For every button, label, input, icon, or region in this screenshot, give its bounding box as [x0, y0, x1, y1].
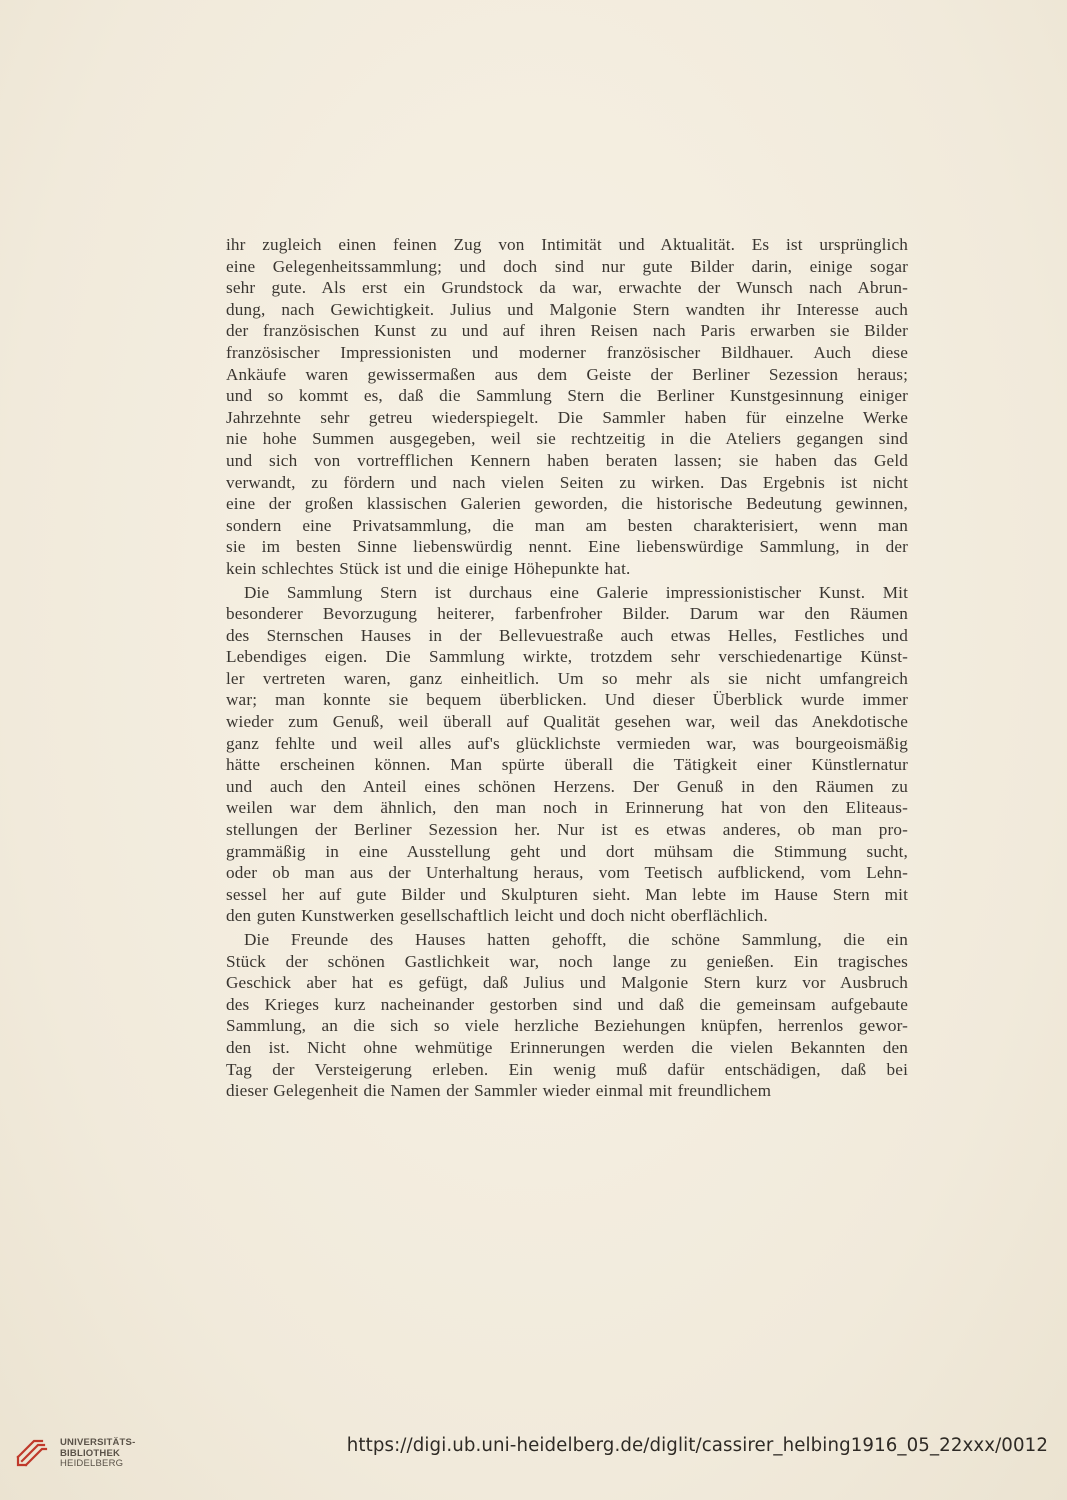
text-line: oder ob man aus der Unterhaltung heraus, vom Teetisch aufblickend, vom Lehn- [226, 863, 908, 883]
library-logo-text [60, 1438, 135, 1470]
text-line: Ankäufe waren gewissermaßen aus dem Geiste der Berliner Sezession heraus; [226, 364, 908, 384]
text-line: Tag der Versteigerung erleben. Ein wenig muß dafür entschädigen, daß bei [226, 1059, 908, 1079]
logo-line-2: BIBLIOTHEK [60, 1447, 121, 1459]
text-line: Sammlung, an die sich so viele herzliche Beziehungen knüpfen, herrenlos gewor- [226, 1016, 908, 1036]
text-line: sondern eine Privatsammlung, die man am besten charakterisiert, wenn man [226, 515, 908, 535]
paragraph [226, 234, 908, 580]
library-logo-icon [10, 1431, 50, 1471]
text-line: Lebendiges eigen. Die Sammlung wirkte, trotzdem sehr verschiedenartige Künst- [226, 647, 908, 667]
text-line: hätte erscheinen können. Man spürte überall die Tätigkeit einer Künstlernatur [226, 755, 908, 775]
text-line: der französischen Kunst zu und auf ihren Reisen nach Paris erwarben sie Bilder [226, 321, 908, 341]
text-line: den guten Kunstwerken gesellschaftlich leicht und doch nicht oberflächlich. [226, 906, 768, 926]
text-line: dung, nach Gewichtigkeit. Julius und Malgonie Stern wandten ihr Interesse auch [226, 299, 908, 319]
text-line: eine Gelegenheitssammlung; und doch sind nur gute Bilder darin, einige sogar [226, 256, 908, 276]
text-line: nie hohe Summen ausgegeben, weil sie rechtzeitig in die Ateliers gegangen sind [226, 429, 908, 449]
text-line: Geschick aber hat es gefügt, daß Julius und Malgonie Stern kurz vor Ausbruch [226, 973, 908, 993]
text-line: eine der großen klassischen Galerien geworden, die historische Bedeutung gewinnen, [226, 494, 908, 514]
text-line: war; man konnte sie bequem überblicken. Und dieser Überblick wurde immer [226, 690, 908, 710]
logo-line-3: HEIDELBERG [60, 1458, 124, 1469]
text-line: den ist. Nicht ohne wehmütige Erinnerungen werden die vielen Bekannten den [226, 1037, 908, 1057]
text-line: französischer Impressionisten und moderner französischer Bildhauer. Auch diese [226, 342, 908, 362]
logo-line-1: UNIVERSITÄTS- [60, 1437, 136, 1448]
text-line: dieser Gelegenheit die Namen der Sammler wieder einmal mit freundlichem [226, 1081, 772, 1101]
text-line: sessel her auf gute Bilder und Skulpturen sieht. Man lebte im Hause Stern mit [226, 884, 908, 904]
text-line: grammäßig in eine Ausstellung geht und dort mühsam die Stimmung sucht, [226, 841, 908, 861]
text-line: Die Freunde des Hauses hatten gehofft, die schöne Sammlung, die ein [244, 930, 908, 949]
paragraph [226, 582, 908, 928]
footer-bar [0, 1425, 1067, 1469]
text-line: Jahrzehnte sehr getreu wiederspiegelt. Die Sammler haben für einzelne Werke [226, 407, 908, 427]
text-line: und so kommt es, daß die Sammlung Stern die Berliner Kunstgesinnung einiger [226, 386, 908, 406]
text-line: Stück der schönen Gastlichkeit war, noch lange zu genießen. Ein tragisches [226, 951, 908, 971]
text-line: ganz fehlte und weil alles auf's glücklichste vermieden war, was bourgeoismäßig [226, 733, 908, 753]
text-line: Die Sammlung Stern ist durchaus eine Galerie impressionistischer Kunst. Mit [244, 582, 908, 602]
text-line: verwandt, zu fördern und nach vielen Seiten zu wirken. Das Ergebnis ist nicht [226, 472, 908, 492]
text-line: kein schlechtes Stück ist und die einige Höhepunkte hat. [226, 558, 631, 578]
text-line: sehr gute. Als erst ein Grundstock da war, erwachte der Wunsch nach Abrun- [226, 278, 908, 298]
text-line: ler vertreten waren, ganz einheitlich. Um so mehr als sie nicht umfangreich [226, 668, 908, 688]
body-text [226, 234, 908, 1104]
text-line: ihr zugleich einen feinen Zug von Intimität und Aktualität. Es ist ursprünglich [226, 235, 908, 254]
text-line: des Krieges kurz nacheinander gestorben sind und daß die gemeinsam aufgebaute [226, 994, 908, 1014]
text-line: besonderer Bevorzugung heiterer, farbenfroher Bilder. Darum war den Räumen [226, 604, 908, 624]
text-line: des Sternschen Hauses in der Bellevuestraße auch etwas Helles, Festliches und [226, 625, 908, 645]
text-line: sie im besten Sinne liebenswürdig nennt. Eine liebenswürdige Sammlung, in der [226, 537, 908, 557]
text-line: stellungen der Berliner Sezession her. Nur ist es etwas anderes, ob man pro- [226, 820, 908, 840]
permalink-url[interactable]: https://digi.ub.uni-heidelberg.de/diglit/cassirer_helbing1916_05_22xxx/0012 [346, 1435, 1048, 1456]
text-line: weilen war dem ähnlich, den man noch in Erinnerung hat von den Eliteaus- [226, 798, 908, 818]
text-line: und sich von vortrefflichen Kennern haben beraten lassen; sie haben das Geld [226, 450, 908, 470]
text-line: und auch den Anteil eines schönen Herzens. Der Genuß in den Räumen zu [226, 776, 908, 796]
text-line: wieder zum Genuß, weil überall auf Qualität gesehen war, weil das Anekdotische [226, 712, 908, 732]
paragraph [226, 929, 908, 1102]
